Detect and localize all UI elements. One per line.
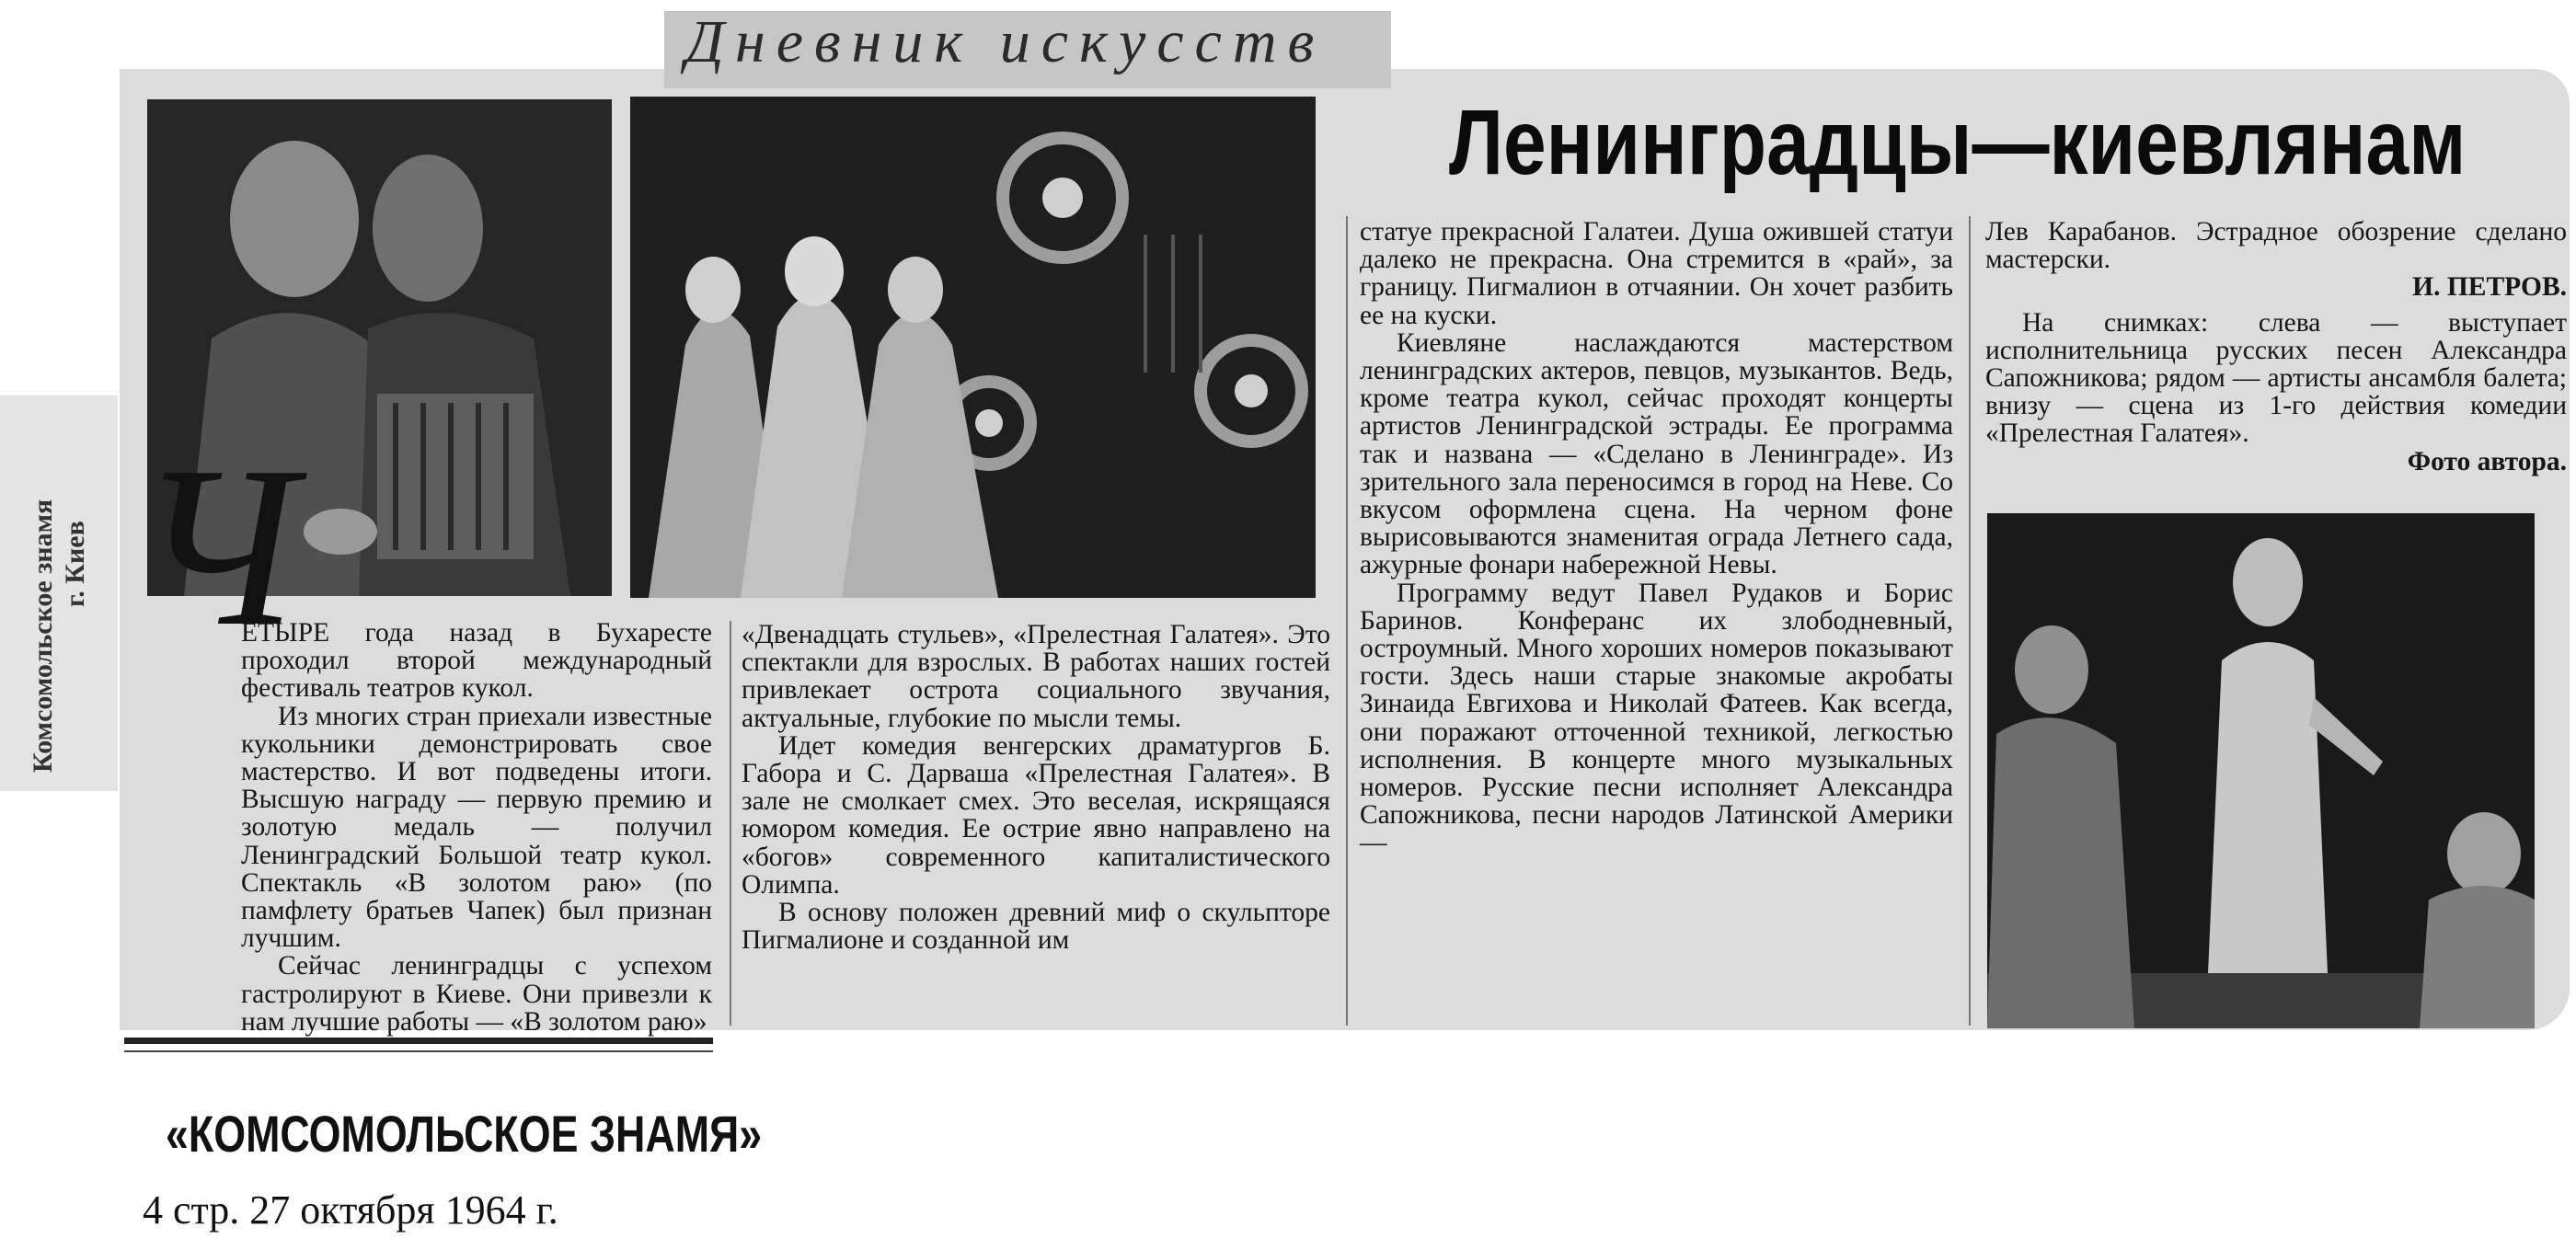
paragraph: Программу ведут Павел Рудаков и Борис Баринов. Конферанс их злободневный, остроумный. Много хороших номеров показывают гости. Здесь наши старые знакомые акробаты Зинаида Евгихова и Николай Фатеев. Как всегда, они поражают отточенной техникой, легкостью исполнения. В концерте много музыкальных номеров. Русские песни исполняет Александра Сапожникова, песни народов Латинской Америки — (1360, 578, 1953, 858)
paragraph: «Двенадцать стульев», «Прелестная Галатея». Это спектакли для взрослых. В работах наших гостей привлекает острота социального звучания, актуальные, глубокие по мысли темы. (742, 620, 1330, 733)
bottom-rule-thin (124, 1050, 713, 1052)
bottom-rule (124, 1038, 713, 1044)
article-column-2 (742, 621, 1330, 1026)
issue-date: 4 стр. 27 октября 1964 г. (143, 1187, 558, 1233)
dropcap: Ч (138, 419, 297, 674)
article-column-1 (241, 618, 712, 1037)
paragraph: Идет комедия венгерских драматургов Б. Габора и С. Дарвашa «Прелестная Галатея». В зале не смолкает смех. Это веселая, искрящаяся юмором комедия. Ее острие явно направлено на «богов» современного капиталистического Олимпа. (742, 730, 1330, 900)
photo-comedy-scene (1987, 513, 2535, 1028)
column-rule (1969, 216, 1971, 1026)
rubric-title: Дневник искусств (685, 8, 1326, 75)
headline: Ленинградцы—киевлянам (1449, 91, 2467, 194)
article-column-3 (1360, 218, 1953, 1026)
paragraph: Лев Карабанов. Эстрадное обозрение сделано мастерски. (1985, 217, 2567, 275)
newspaper-name: «КОМСОМОЛЬСКОЕ ЗНАМЯ» (166, 1105, 763, 1163)
photo-caption: На снимках: слева — выступает исполнительница русских песен Александра Сапожникова; рядом — артисты ансамбля балета; внизу — сцена из 1-го действия комедии «Прелестная Галатея». (1985, 307, 2567, 449)
archive-stamp-city: г. Киев (60, 521, 90, 607)
archive-stamp-newspaper: Комсомольское знамя (28, 499, 58, 773)
photo-credit: Фото автора. (2407, 446, 2567, 476)
paragraph: Киевляне наслаждаются мастерством ленинградских актеров, певцов, музыкантов. Ведь, кроме театра кукол, сейчас проходят концерты артистов Ленинградской эстрады. Ее программа так и названа — «Сделано в Ленинграде». Из зрительного зала переносимся в город на Неве. Со вкусом оформлена сцена. На черном фоне вырисовываются знаменитая ограда Летнего сада, ажурные фонари набережной Невы. (1360, 327, 1953, 580)
paragraph: В основу положен древний миф о скульпторе Пигмалионе и созданной им (742, 898, 1330, 956)
article-column-4 (1985, 218, 2567, 503)
paragraph: ЕТЫРЕ года назад в Бухаресте проходил второй международный фестиваль театров кукол. (241, 618, 712, 704)
paragraph: Из многих стран приехали известные кукольники демонстрировать свое мастерство. И вот подведены итоги. Высшую награду — первую премию и золотую медаль — получил Ленинградский Большой театр кукол. Спектакль «В золотом раю» (по памфлету братьев Чапек) был признан лучшим. (241, 701, 712, 954)
photo-ballet (630, 97, 1316, 598)
column-rule (730, 621, 731, 1026)
paragraph: Сейчас ленинградцы с успехом гастролируют в Киеве. Они привезли к нам лучшие работы — «В золотом раю» (241, 951, 712, 1037)
column-rule (1346, 216, 1348, 1026)
byline: И. ПЕТРОВ. (2412, 272, 2567, 303)
paragraph: статуе прекрасной Галатеи. Душа ожившей статуи далеко не прекрасна. Она стремится в «рай», за границу. Пигмалион в отчаянии. Он хочет разбить ее на куски. (1360, 217, 1953, 330)
